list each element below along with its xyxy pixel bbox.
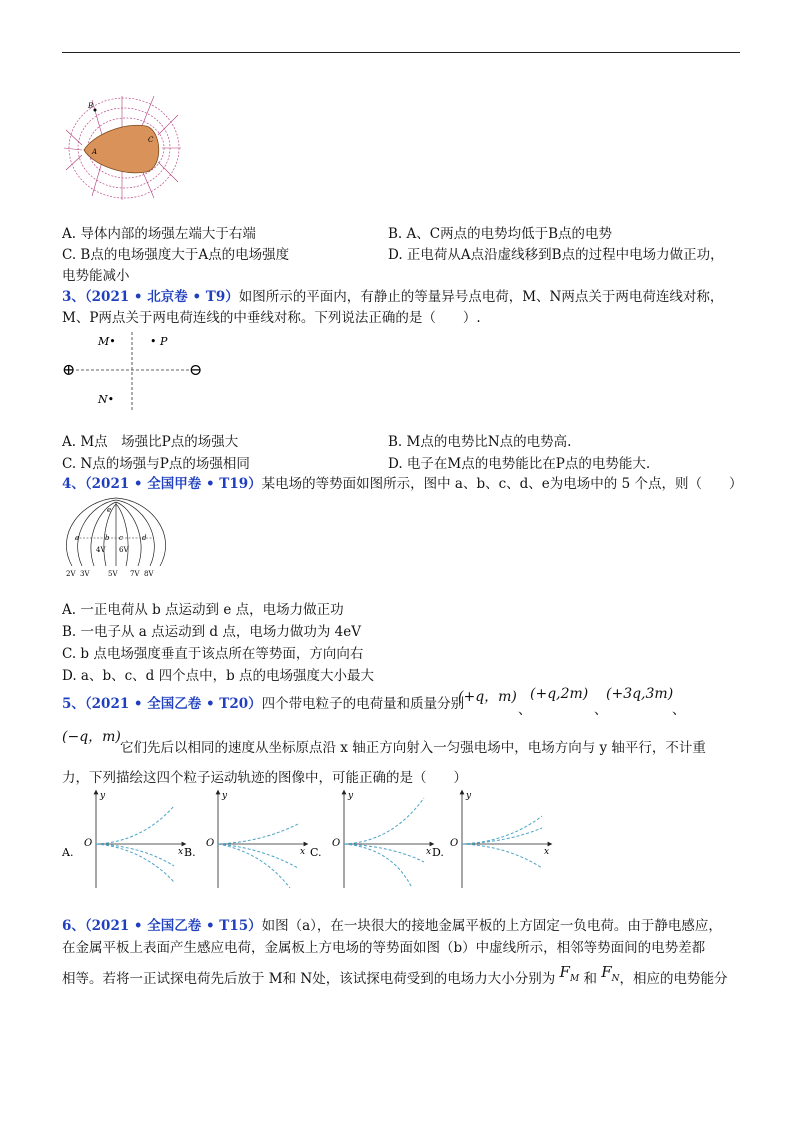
q5-origin-c: O [332,838,341,849]
q5-origin-d: O [450,838,459,849]
q3-source: （2021 • 北京卷 • T9） [84,289,239,305]
q5-label-a: A. [62,846,74,859]
q5-graph-c [310,791,432,888]
q6-source: （2021 • 全国乙卷 • T15） [84,918,262,934]
q6-text-2: 在金属平板上表面产生感应电荷，金属板上方电场的等势面如图（b）中虚线所示，相邻等势面间的电势差都 [62,940,706,956]
q5-number: 5、 [62,696,85,712]
q5-pair-4: (−q，m) [62,729,121,745]
q5-pair-1: (+q，m) [458,689,517,705]
q4-text: 某电场的等势面如图所示，图中 a、b、c、d、e为电场中的 5 个点，则（ ） [261,476,743,492]
q5-y-d: y [466,791,472,801]
q4-point-b: b [105,534,110,542]
q6-text-1: 如图（a），在一块很大的接地金属平板的上方固定一负电荷。由于静电感应， [261,918,722,934]
q3-plus-charge: ⊕ [62,360,76,379]
q5-pair-3: (+3q,3m) [606,686,674,702]
q6-text-3a: 相等。若将一正试探电荷先后放于 M和 N处，该试探电荷受到的电场力大小分别为 [62,971,556,987]
q2-option-d: D. 正电荷从A点沿虚线移到B点的过程中电场力做正功， [388,247,724,263]
q2-option-d-cont: 电势能减小 [62,268,130,284]
q2-label-c: C [148,136,154,144]
q4-point-d: d [142,534,147,542]
q5-label-b: B. [184,846,196,859]
q5-graph-a [62,791,184,888]
q4-option-d: D. a、b、c、d 四个点中，b 点的电场强度大小最大 [62,668,375,684]
q4-point-c: c [119,534,123,542]
q6-stem-1 [62,916,722,936]
q4-point-a: a [75,534,80,542]
q4-volt-3: 3V [80,570,90,578]
q5-sep-2: 、 [594,702,608,718]
q2-label-b: B [88,102,94,110]
q4-option-a: A. 一正电荷从 b 点运动到 e 点，电场力做正功 [62,602,344,618]
q3-point-p: • P [150,335,168,348]
q5-stem-1 [62,694,464,714]
q4-volt-7: 7V [130,570,140,578]
q4-volt-4: 4V [96,546,106,554]
q3-option-d: D. 电子在M点的电势能比在P点的电势能大. [388,456,651,472]
q4-stem [62,474,742,494]
q5-sep-1: 、 [518,702,532,718]
q3-charges-figure [62,330,222,418]
q3-stem-1 [62,287,723,307]
q3-option-c: C. N点的场强与P点的场强相同 [62,456,250,472]
q4-option-c: C. b 点电场强度垂直于该点所在等势面，方向向右 [62,646,364,662]
q3-option-a: A. M点 场强比P点的场强大 [62,434,239,450]
q4-number: 4、 [62,476,85,492]
q4-source: （2021 • 全国甲卷 • T19） [84,476,262,492]
q2-option-b: B. A、C两点的电势均低于B点的电势 [388,226,613,242]
header-rule [62,52,740,53]
q4-volt-2: 2V [66,570,76,578]
q3-minus-charge: ⊖ [189,360,203,379]
q6-force-n: $F_N$ [601,963,620,984]
q2-option-a: A. 导体内部的场强左端大于右端 [62,226,256,242]
q5-y-a: y [100,791,106,801]
q5-graph-b [184,791,306,888]
q2-option-c: C. B点的电场强度大于A点的电场强度 [62,247,290,263]
q4-volt-5: 5V [108,570,118,578]
q4-point-e: e [107,506,112,514]
q3-text-1: 如图所示的平面内，有静止的等量异号点电荷，M、N两点关于两电荷连线对称， [238,289,724,305]
q2-conductor-figure [62,90,182,202]
q5-x-c: x [426,847,432,857]
q5-source: （2021 • 全国乙卷 • T20） [84,696,262,712]
q5-y-b: y [222,791,228,801]
q3-point-n: N• [98,393,115,406]
q4-volt-6: 6V [119,546,129,554]
q3-number: 3、 [62,289,85,305]
q5-x-b: x [300,847,306,857]
q5-pair-2: (+q,2m) [530,686,589,702]
q5-x-d: x [544,847,550,857]
q5-origin-b: O [206,838,215,849]
q4-option-b: B. 一电子从 a 点运动到 d 点，电场力做功为 4eV [62,624,361,640]
q5-x-a: x [178,847,184,857]
q3-stem-2: M、P两点关于两电荷连线的中垂线对称。下列说法正确的是（ ）. [62,310,481,326]
q3-option-b: B. M点的电势比N点的电势高. [388,434,572,450]
q6-text-3b: ，相应的电势能分 [619,971,728,987]
q5-y-c: y [348,791,354,801]
q6-and: 和 [583,971,597,987]
q6-number: 6、 [62,918,85,934]
q5-sep-3: 、 [672,702,686,718]
q4-volt-8: 8V [144,570,154,578]
q5-text-3: 力，下列描绘这四个粒子运动轨迹的图像中，可能正确的是（ ） [62,770,467,786]
q5-origin-a: O [84,838,93,849]
q5-trajectory-graphs [62,788,562,894]
q6-stem-3 [62,963,728,995]
q5-label-d: D. [432,846,444,859]
q6-force-m: $F_M$ [559,963,580,984]
q5-graph-d [432,791,550,888]
q3-point-m: M• [98,335,116,348]
q5-text-1: 四个带电粒子的电荷量和质量分别 [261,696,465,712]
q2-label-a: A [92,148,98,156]
q5-label-c: C. [310,846,322,859]
q4-equipotential-figure [62,494,170,586]
q5-text-2: 它们先后以相同的速度从坐标原点沿 x 轴正方向射入一匀强电场中，电场方向与 y 轴平行，不计重 [120,740,706,756]
